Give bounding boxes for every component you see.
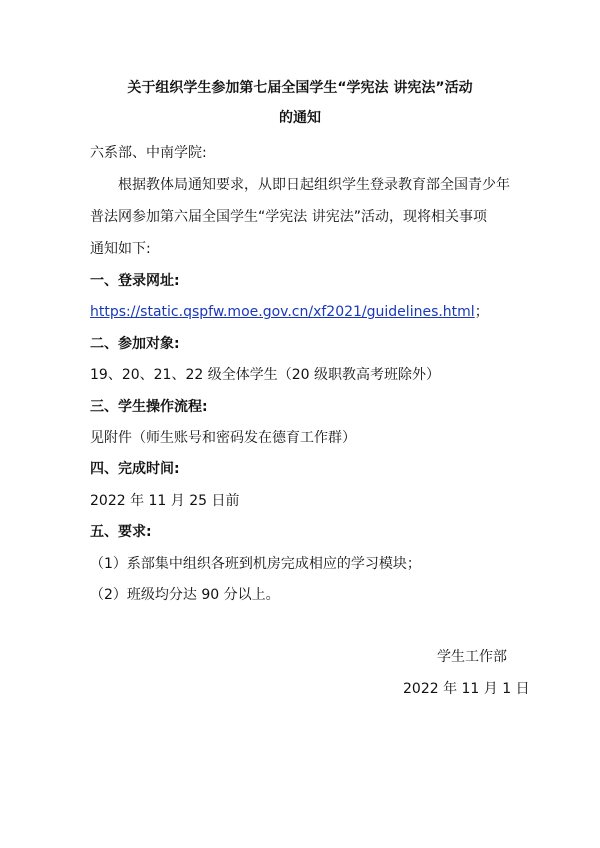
signature-date: 2022 年 11 月 1 日 [403,681,530,697]
participants-text: 19、20、21、22 级全体学生（20 级职教高考班除外） [90,367,440,383]
section-2-heading: 二、参加对象: [90,336,180,352]
login-url-line [90,303,489,321]
document-title-line-2: 的通知 [279,110,321,126]
login-url-link[interactable]: https://static.qspfw.moe.gov.cn/xf2021/guidelines.html [90,304,475,320]
section-4-heading: 四、完成时间: [90,461,180,477]
intro-line-2: 普法网参加第六届全国学生“学宪法 讲宪法”活动，现将相关事项 [90,209,487,225]
procedure-text: 见附件（师生账号和密码发在德育工作群） [90,430,356,446]
section-3-heading: 三、学生操作流程: [90,399,208,415]
section-5-heading: 五、要求: [90,524,152,540]
deadline-text: 2022 年 11 月 25 日前 [90,493,240,509]
intro-line-3: 通知如下: [90,241,151,257]
login-url-suffix: ； [474,304,489,320]
intro-line-1: 根据教体局通知要求，从即日起组织学生登录教育部全国青少年 [118,177,510,193]
salutation: 六系部、中南学院: [90,145,207,161]
requirement-item-2: （2）班级均分达 90 分以上。 [90,587,280,603]
document-title-line-1: 关于组织学生参加第七届全国学生“学宪法 讲宪法”活动 [127,80,473,96]
signature-department: 学生工作部 [437,649,507,665]
section-1-heading: 一、登录网址: [90,273,180,289]
requirement-item-1: （1）系部集中组织各班到机房完成相应的学习模块； [90,556,421,572]
